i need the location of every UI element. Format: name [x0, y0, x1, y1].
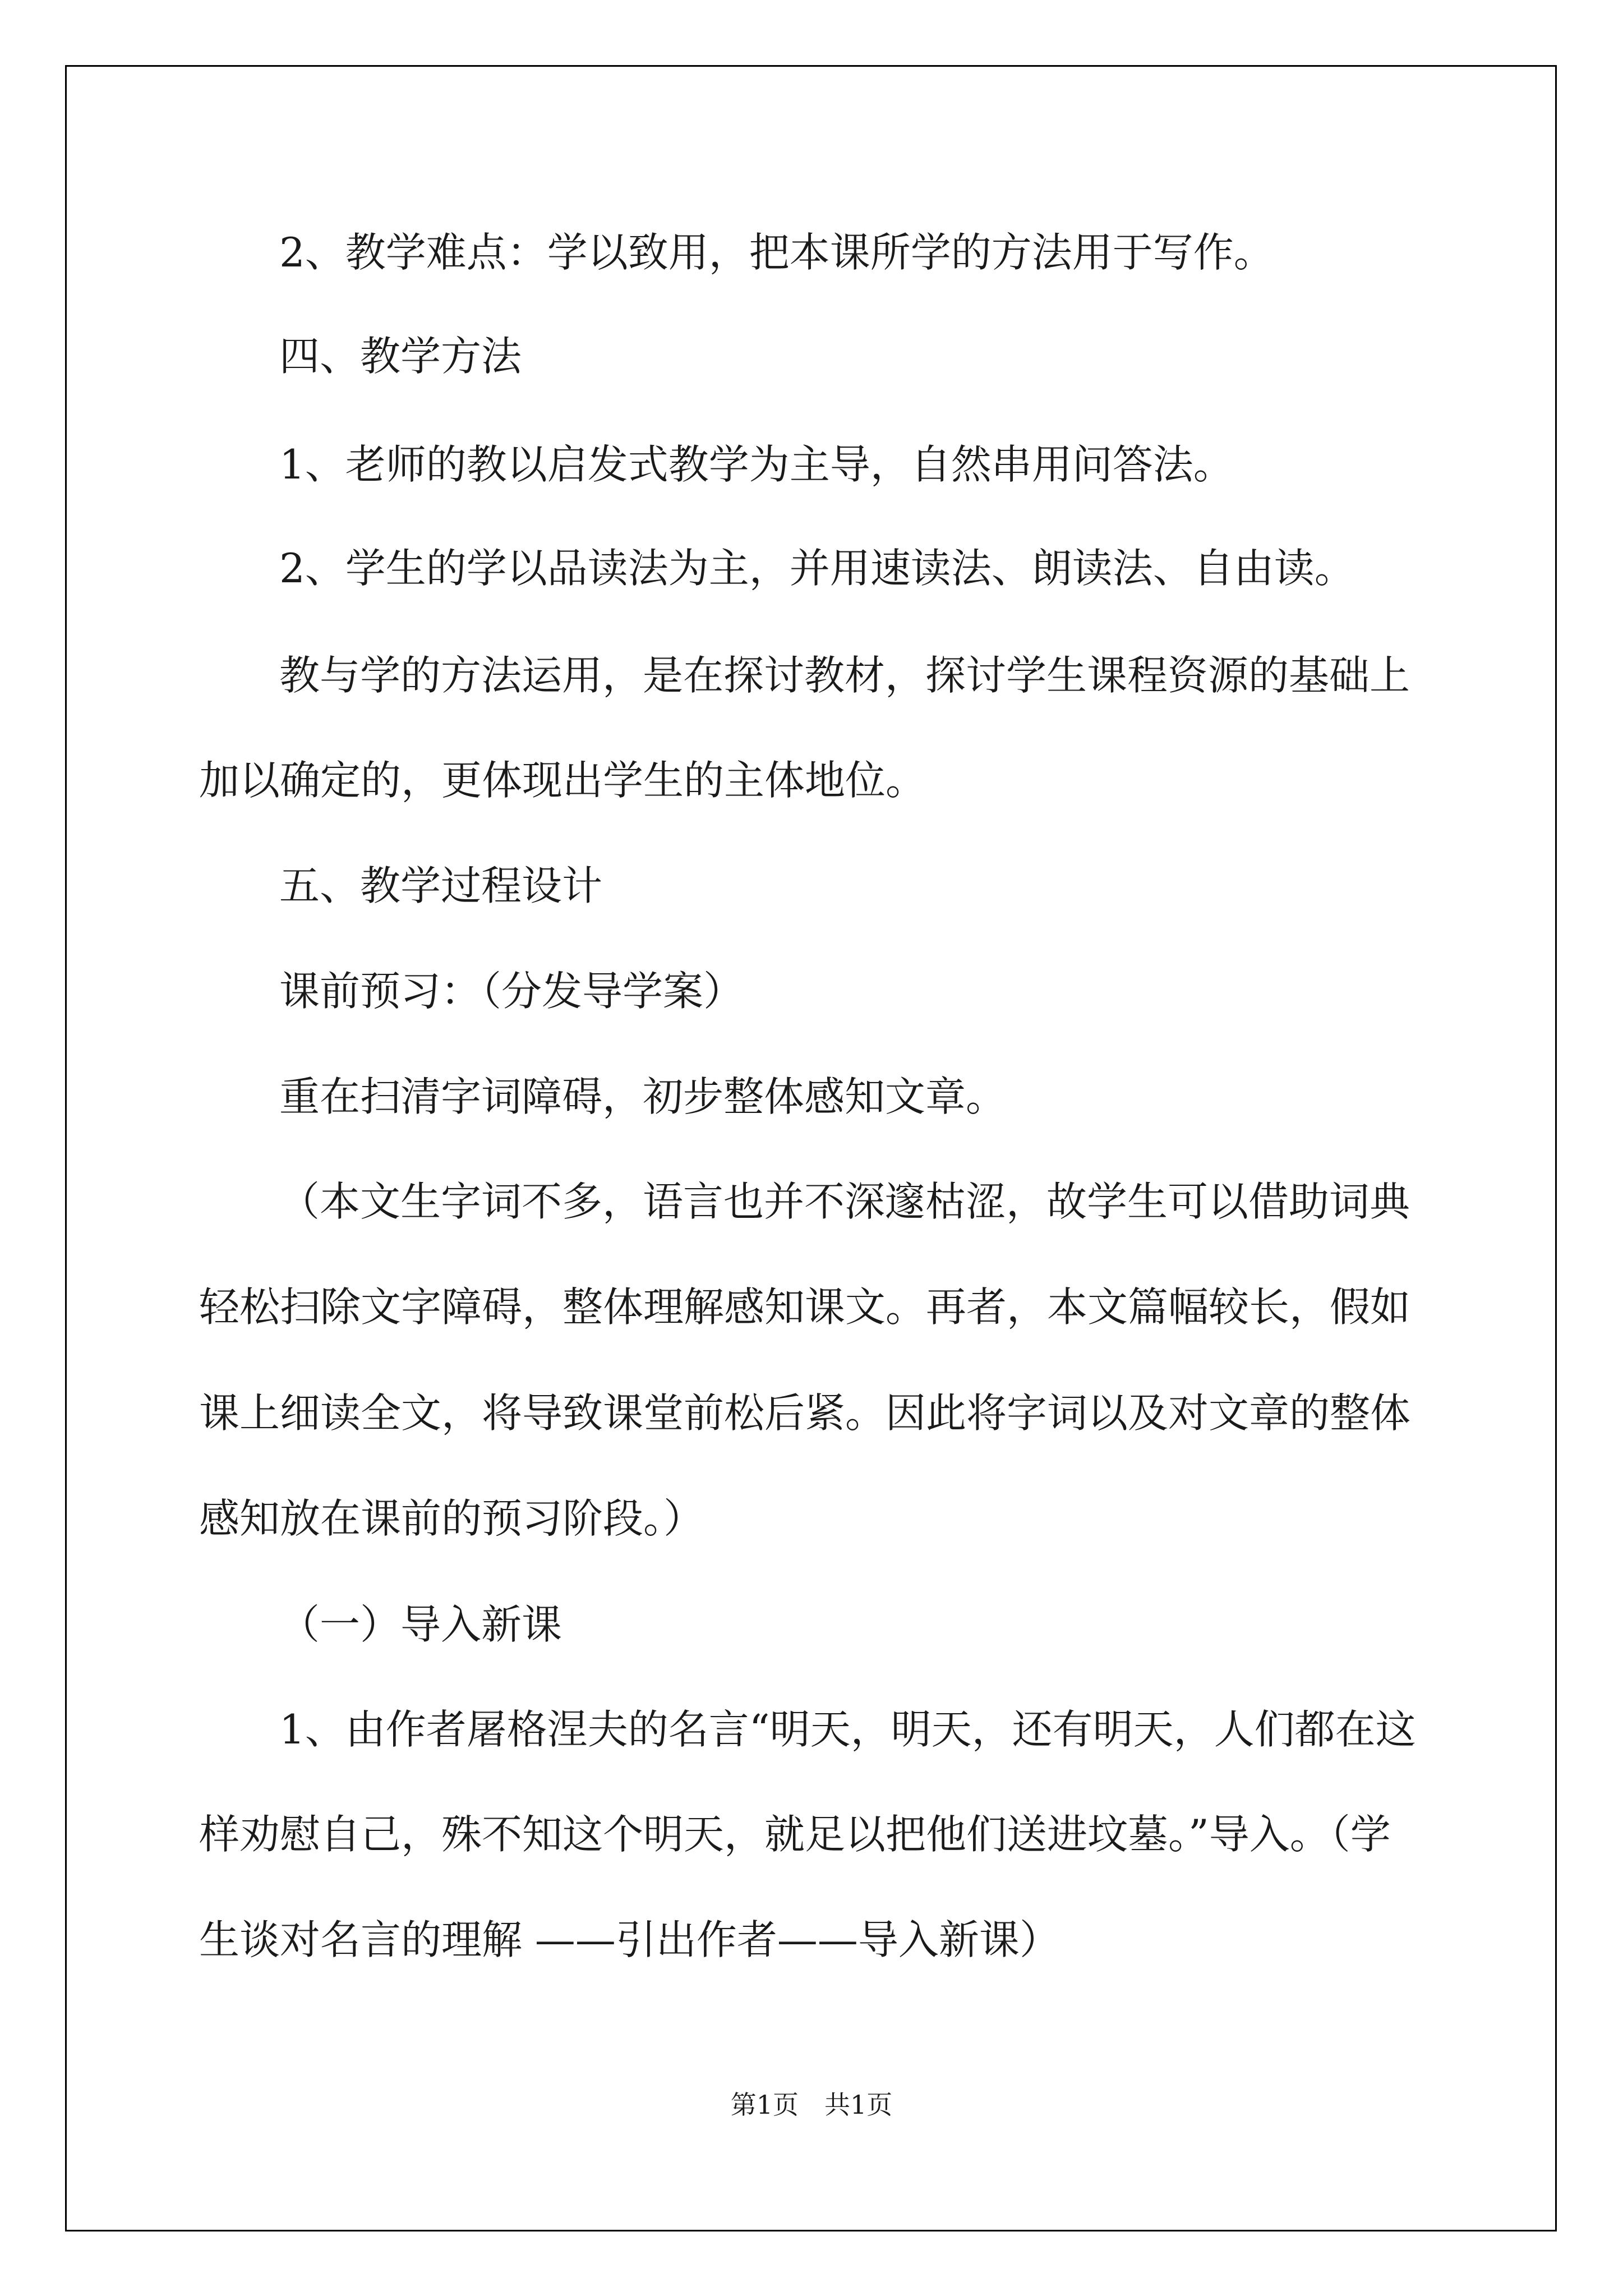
page-number-footer: 第1页 共1页	[730, 2090, 893, 2120]
paragraph-line: 2、教学难点：学以致用，把本课所学的方法用于写作。	[279, 229, 1274, 276]
section-heading: 四、教学方法	[279, 333, 522, 380]
paragraph-line: 加以确定的，更体现出学生的主体地位。	[199, 757, 926, 804]
section-heading: （一）导入新课	[279, 1601, 562, 1648]
paragraph-line: 感知放在课前的预习阶段。）	[199, 1495, 704, 1542]
paragraph-line: 1、老师的教以启发式教学为主导，自然串用问答法。	[279, 441, 1234, 488]
paragraph-line: 1、由作者屠格涅夫的名言“明天，明天，还有明天，人们都在这	[279, 1706, 1416, 1753]
paragraph-line: 课上细读全文，将导致课堂前松后紧。因此将字词以及对文章的整体	[199, 1389, 1411, 1437]
paragraph-line: 样劝慰自己，殊不知这个明天，就足以把他们送进坟墓。”导入。（学	[199, 1811, 1391, 1858]
paragraph-line: 教与学的方法运用，是在探讨教材，探讨学生课程资源的基础上	[279, 652, 1410, 699]
paragraph-line: 课前预习：（分发导学案）	[279, 968, 744, 1015]
paragraph-line: 重在扫清字词障碍，初步整体感知文章。	[279, 1073, 1007, 1120]
paragraph-line: 生谈对名言的理解 ——引出作者——导入新课）	[199, 1916, 1060, 1963]
section-heading: 五、教学过程设计	[279, 862, 603, 909]
paragraph-line: （本文生字词不多，语言也并不深邃枯涩，故学生可以借助词典	[279, 1178, 1410, 1225]
paragraph-line: 2、学生的学以品读法为主，并用速读法、朗读法、自由读。	[279, 545, 1355, 592]
paragraph-line: 轻松扫除文字障碍，整体理解感知课文。再者，本文篇幅较长，假如	[199, 1283, 1411, 1331]
page-border	[65, 65, 1557, 2231]
